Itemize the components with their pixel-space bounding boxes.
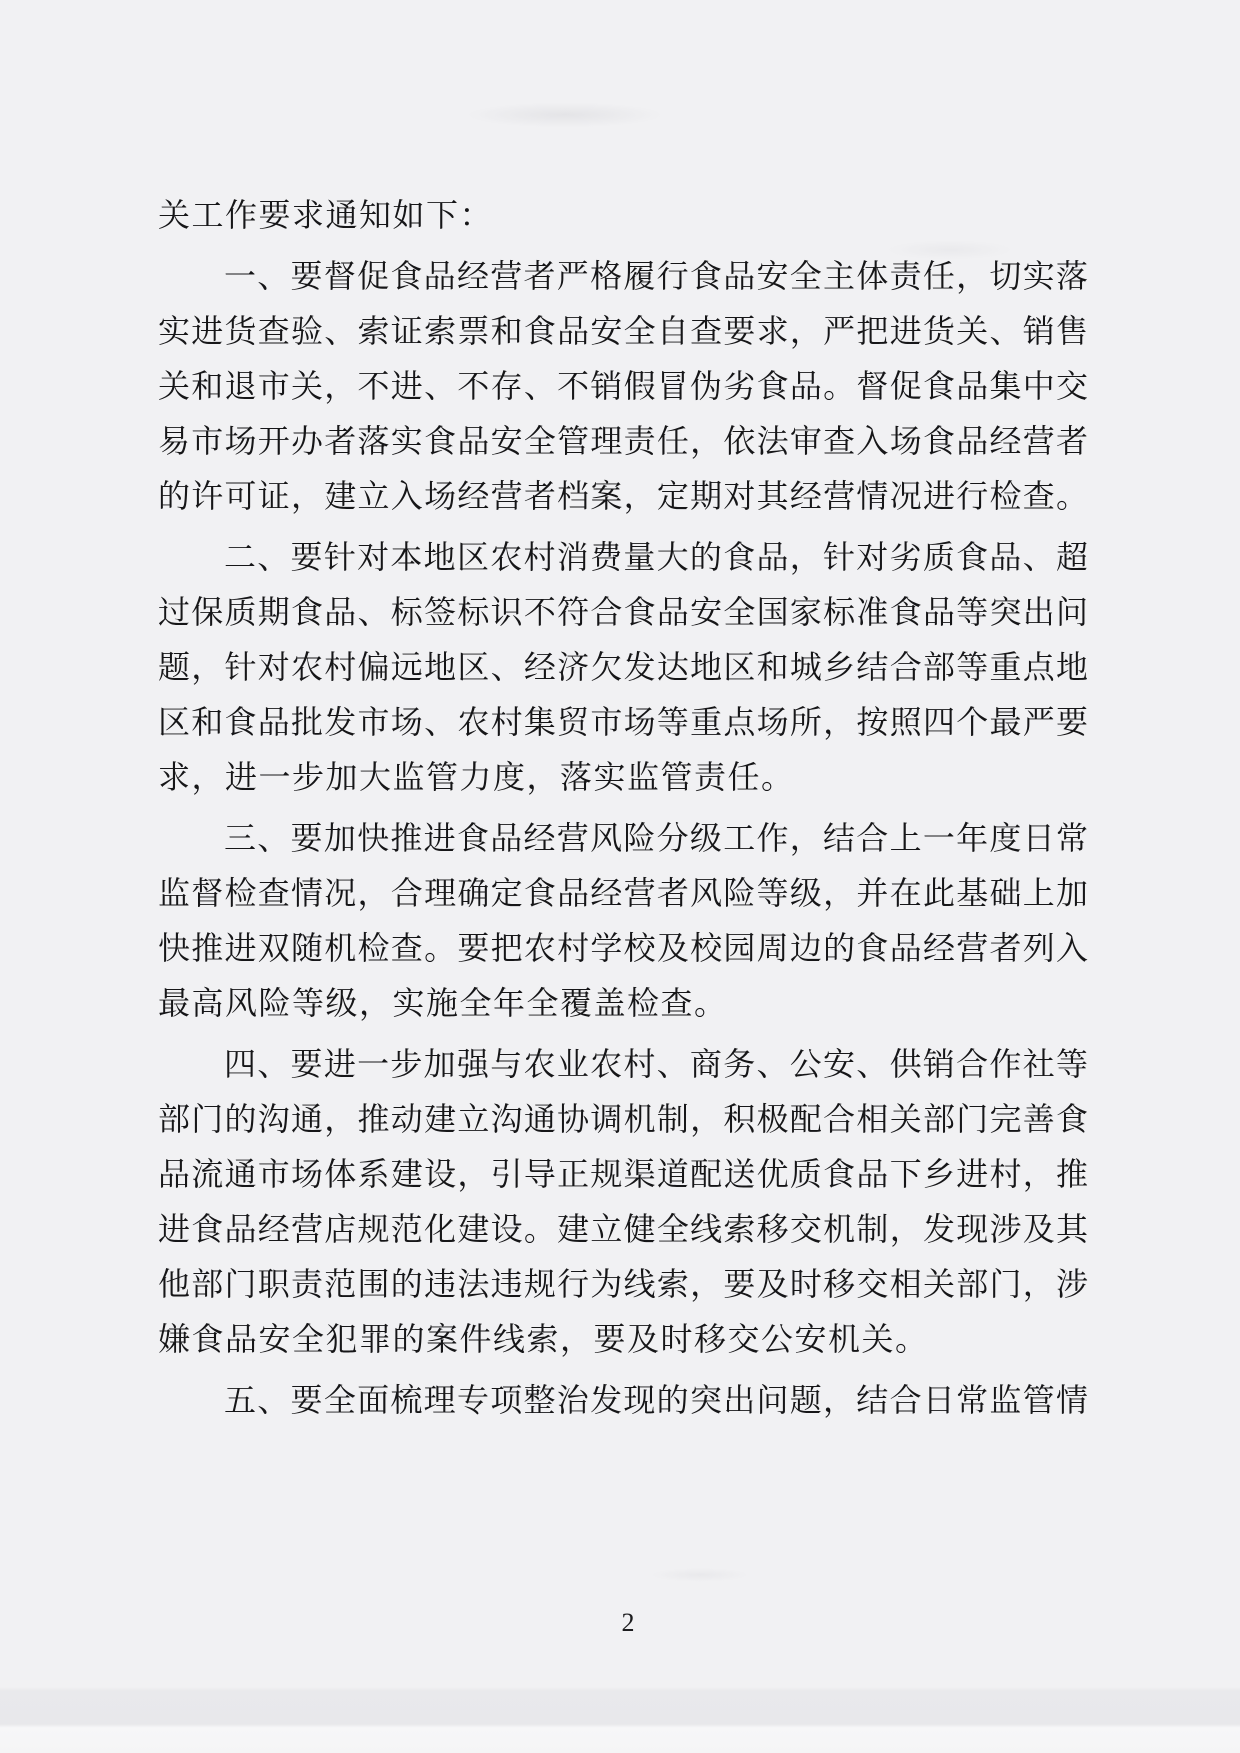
- text-line: 快推进双随机检查。要把农村学校及校园周边的食品经营者列入: [158, 930, 1088, 966]
- text-line: 三、要加快推进食品经营风险分级工作，结合上一年度日常: [224, 820, 1088, 856]
- text-line: 五、要全面梳理专项整治发现的突出问题，结合日常监管情: [224, 1382, 1088, 1418]
- text-line: 过保质期食品、标签标识不符合食品安全国家标准食品等突出问: [158, 594, 1088, 630]
- text-line: 部门的沟通，推动建立沟通协调机制，积极配合相关部门完善食: [158, 1101, 1088, 1137]
- paragraph-2: [158, 530, 1088, 805]
- paragraph-opening: [158, 188, 1088, 243]
- text-line: 易市场开办者落实食品安全管理责任，依法审查入场食品经营者: [158, 423, 1088, 459]
- paragraph-5: [158, 1373, 1088, 1428]
- text-line: 进食品经营店规范化建设。建立健全线索移交机制，发现涉及其: [158, 1211, 1088, 1247]
- text-line: 实进货查验、索证索票和食品安全自查要求，严把进货关、销售: [158, 313, 1088, 349]
- text-line: 的许可证，建立入场经营者档案，定期对其经营情况进行检查。: [158, 478, 1088, 514]
- document-body: [158, 188, 1088, 1428]
- text-line: 题，针对农村偏远地区、经济欠发达地区和城乡结合部等重点地: [158, 649, 1088, 685]
- text-line: 他部门职责范围的违法违规行为线索，要及时移交相关部门，涉: [158, 1266, 1088, 1302]
- paragraph-4: [158, 1037, 1088, 1367]
- text-line: 求，进一步加大监管力度，落实监管责任。: [158, 759, 795, 795]
- page-number: 2: [621, 1608, 635, 1637]
- text-line: 一、要督促食品经营者严格履行食品安全主体责任，切实落: [224, 258, 1088, 294]
- text-line: 最高风险等级，实施全年全覆盖检查。: [158, 985, 728, 1021]
- text-line: 嫌食品安全犯罪的案件线索，要及时移交公安机关。: [158, 1321, 929, 1357]
- text-line: 关和退市关，不进、不存、不销假冒伪劣食品。督促食品集中交: [158, 368, 1088, 404]
- text-line: 品流通市场体系建设，引导正规渠道配送优质食品下乡进村，推: [158, 1156, 1088, 1192]
- paragraph-1: [158, 249, 1088, 524]
- text-line: 区和食品批发市场、农村集贸市场等重点场所，按照四个最严要: [158, 704, 1088, 740]
- text-line: 监督检查情况，合理确定食品经营者风险等级，并在此基础上加: [158, 875, 1088, 911]
- text-line: 四、要进一步加强与农业农村、商务、公安、供销合作社等: [224, 1046, 1088, 1082]
- paragraph-3: [158, 811, 1088, 1031]
- text-line: 关工作要求通知如下：: [158, 197, 494, 233]
- text-line: 二、要针对本地区农村消费量大的食品，针对劣质食品、超: [224, 539, 1088, 575]
